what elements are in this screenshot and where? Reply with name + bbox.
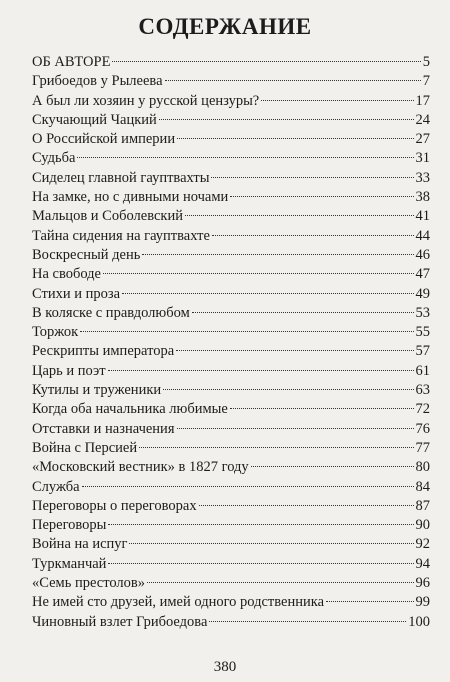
toc-entry	[32, 188, 430, 207]
toc-entry-title: Служба	[32, 478, 80, 495]
toc-entry-page: 44	[415, 227, 430, 244]
toc-entry	[32, 362, 430, 381]
dot-leader	[185, 215, 414, 216]
toc-entry-page: 100	[408, 613, 430, 630]
toc-entry-page: 96	[415, 575, 430, 592]
dot-leader	[112, 61, 420, 62]
toc-entry-page: 72	[415, 401, 430, 418]
toc-entry	[32, 111, 430, 130]
dot-leader	[139, 447, 413, 448]
dot-leader	[211, 177, 413, 178]
toc-entry-title: Туркманчай	[32, 555, 107, 572]
toc-entry-page: 63	[415, 382, 430, 399]
toc-entry-title: Скучающий Чацкий	[32, 111, 157, 128]
dot-leader	[147, 582, 414, 583]
toc-entry-page: 57	[415, 343, 430, 360]
toc-entry-title: «Семь престолов»	[32, 575, 145, 592]
dot-leader	[80, 331, 413, 332]
dot-leader	[129, 543, 413, 544]
toc-entry-title: ОБ АВТОРЕ	[32, 54, 111, 70]
toc-entry-title: На свободе	[32, 266, 101, 283]
toc-entry-title: На замке, но с дивными ночами	[32, 189, 229, 206]
toc-entry-title: Чиновный взлет Грибоедова	[32, 613, 208, 630]
toc-entry-title: Сиделец главной гауптвахты	[32, 169, 210, 186]
dot-leader	[159, 119, 414, 120]
toc-entry	[32, 342, 430, 361]
toc-entry-page: 27	[415, 131, 430, 148]
toc-entry-page: 92	[415, 536, 430, 553]
toc-entry	[32, 72, 430, 91]
dot-leader	[108, 563, 413, 564]
dot-leader	[163, 389, 413, 390]
dot-leader	[103, 273, 414, 274]
toc-entry-title: О Российской империи	[32, 131, 176, 148]
toc-entry	[32, 246, 430, 265]
toc-entry-title: Не имей сто друзей, имей одного родственника	[32, 594, 325, 611]
toc-entry	[32, 53, 430, 72]
toc-entry	[32, 535, 430, 554]
dot-leader	[230, 196, 413, 197]
toc-entry	[32, 593, 430, 612]
toc-entry	[32, 304, 430, 323]
toc-entry	[32, 207, 430, 226]
toc-entry-page: 49	[415, 285, 430, 302]
dot-leader	[176, 350, 413, 351]
toc-entry	[32, 574, 430, 593]
toc-entry	[32, 516, 430, 535]
toc-entry-title: Война на испуг	[32, 536, 128, 553]
toc-entry-page: 38	[415, 189, 430, 206]
dot-leader	[108, 370, 414, 371]
dot-leader	[251, 466, 414, 467]
dot-leader	[230, 408, 414, 409]
toc-entry-title: Переговоры	[32, 517, 107, 534]
dot-leader	[177, 428, 414, 429]
page-title: СОДЕРЖАНИЕ	[138, 14, 312, 39]
toc-entry-title: А был ли хозяин у русской цензуры?	[32, 92, 260, 109]
toc-entry-page: 87	[415, 497, 430, 514]
toc-entry-page: 47	[415, 266, 430, 283]
dot-leader	[261, 100, 413, 101]
toc-entry	[32, 439, 430, 458]
dot-leader	[122, 293, 413, 294]
toc-entry	[32, 130, 430, 149]
toc-entry-title: Судьба	[32, 150, 76, 167]
toc-entry	[32, 149, 430, 168]
toc-entry	[32, 169, 430, 188]
toc-entry-page: 31	[415, 150, 430, 167]
toc-entry-title: Рескрипты императора	[32, 343, 175, 360]
toc-entry-page: 77	[415, 439, 430, 456]
toc-entry-page: 46	[415, 246, 430, 263]
toc-entry	[32, 555, 430, 574]
toc-entry-title: Торжок	[32, 324, 79, 341]
dot-leader	[77, 157, 413, 158]
toc-entry-page: 5	[422, 54, 430, 70]
toc-entry-title: Стихи и проза	[32, 285, 121, 302]
table-of-contents	[32, 53, 430, 632]
toc-entry	[32, 400, 430, 419]
toc-entry	[32, 497, 430, 516]
toc-entry-title: Грибоедов у Рылеева	[32, 73, 163, 90]
toc-entry-title: Кутилы и труженики	[32, 382, 162, 399]
toc-entry	[32, 613, 430, 632]
toc-entry-page: 24	[415, 111, 430, 128]
toc-entry-page: 76	[415, 420, 430, 437]
toc-entry-title: Отставки и назначения	[32, 420, 175, 437]
toc-entry-title: Царь и поэт	[32, 362, 106, 379]
toc-entry	[32, 323, 430, 342]
toc-entry-title: Тайна сидения на гауптвахте	[32, 227, 210, 244]
toc-entry-page: 41	[415, 208, 430, 225]
dot-leader	[177, 138, 413, 139]
dot-leader	[199, 505, 414, 506]
toc-entry	[32, 227, 430, 246]
dot-leader	[165, 80, 421, 81]
toc-entry	[32, 285, 430, 304]
toc-entry	[32, 458, 430, 477]
toc-entry	[32, 381, 430, 400]
dot-leader	[142, 254, 413, 255]
toc-entry-page: 80	[415, 459, 430, 476]
toc-entry-title: «Московский вестник» в 1827 году	[32, 459, 249, 476]
toc-entry	[32, 420, 430, 439]
toc-entry-page: 53	[415, 304, 430, 321]
toc-entry	[32, 265, 430, 284]
toc-entry-title: Воскресный день	[32, 246, 141, 263]
toc-entry-title: Переговоры о переговорах	[32, 497, 197, 514]
toc-entry	[32, 478, 430, 497]
dot-leader	[108, 524, 413, 525]
toc-entry-page: 33	[415, 169, 430, 186]
toc-entry-title: В коляске с правдолюбом	[32, 304, 190, 321]
page-number: 380	[213, 659, 237, 675]
toc-entry-page: 7	[422, 73, 430, 90]
dot-leader	[209, 621, 406, 622]
toc-entry-page: 17	[415, 92, 430, 109]
dot-leader	[326, 601, 413, 602]
dot-leader	[212, 235, 414, 236]
toc-entry-title: Когда оба начальника любимые	[32, 401, 228, 418]
toc-entry-page: 94	[415, 555, 430, 572]
toc-entry-page: 61	[415, 362, 430, 379]
toc-entry-page: 90	[415, 517, 430, 534]
dot-leader	[82, 486, 414, 487]
toc-entry-page: 99	[415, 594, 430, 611]
dot-leader	[192, 312, 414, 313]
toc-entry-page: 55	[415, 324, 430, 341]
toc-entry	[32, 92, 430, 111]
toc-entry-title: Мальцов и Соболевский	[32, 208, 183, 225]
toc-entry-page: 84	[415, 478, 430, 495]
toc-entry-title: Война с Персией	[32, 439, 138, 456]
